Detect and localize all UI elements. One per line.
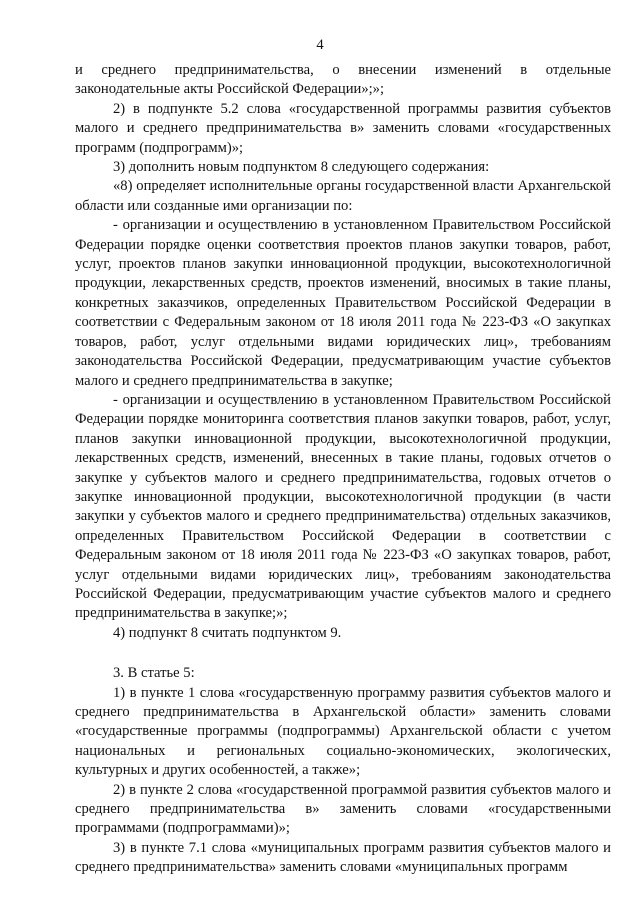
paragraph: 2) в пункте 2 слова «государственной программой развития субъектов малого и среднего предпринимательства в» заменить словами «государственными программами (подпрограммами)»;: [75, 781, 611, 837]
paragraph: и среднего предпринимательства, о внесении изменений в отдельные законодательные акты Российской Федерации»;»;: [75, 62, 611, 98]
paragraph: 3. В статье 5:: [113, 665, 195, 682]
document-body: [75, 61, 611, 878]
paragraph: 1) в пункте 1 слова «государственную программу развития субъектов малого и среднего предпринимательства в Архангельской области» заменить словами «государственные программы (подпрограммы) Архангельской области с учетом национальных и региональных социально-экономических, экологических, культурных и других особенностей, а также»;: [75, 684, 611, 779]
paragraph: - организации и осуществлению в установленном Правительством Российской Федерации порядке оценки соответствия проектов планов закупки товаров, работ, услуг, проектов планов закупки инновационной продукции, высокотехнологичной продукции, лекарственных средств, проектов изменений, вносимых в такие планы, конкретных заказчиков, определенных Правительством Российской Федерации в соответствии с Федеральным законом от 18 июля 2011 года № 223-ФЗ «О закупках товаров, работ, услуг отдельными видами юридических лиц», требованиям законодательства Российской Федерации, предусматривающим участие субъектов малого и среднего предпринимательства в закупке;: [75, 217, 611, 389]
paragraph: 2) в подпункте 5.2 слова «государственной программы развития субъектов малого и среднего предпринимательства в» заменить словами «государственных программ (подпрограмм)»;: [75, 100, 611, 156]
paragraph: 4) подпункт 8 считать подпунктом 9.: [113, 624, 342, 641]
paragraph: - организации и осуществлению в установленном Правительством Российской Федерации порядке мониторинга соответствия планов закупки товаров, работ, услуг, планов закупки инновационной продукции, высокотехнологичной продукции, лекарственных средств, изменений, внесенных в такие планы, годовых отчетов о закупке у субъектов малого и среднего предпринимательства, годовых отчетов о закупке инновационной продукции, высокотехнологичной продукции (в части закупки у субъектов малого и среднего предпринимательства) отдельных заказчиков, определенных Правительством Российской Федерации в соответствии с Федеральным законом от 18 июля 2011 года № 223-ФЗ «О закупках товаров, работ, услуг отдельными видами юридических лиц», требованиям законодательства Российской Федерации, предусматривающим участие субъектов малого и среднего предпринимательства в закупке;»;: [75, 391, 611, 622]
paragraph: «8) определяет исполнительные органы государственной власти Архангельской области или созданные ими организации по:: [75, 178, 611, 214]
page-number: 4: [316, 37, 324, 53]
paragraph: 3) дополнить новым подпунктом 8 следующего содержания:: [113, 159, 490, 176]
paragraph: 3) в пункте 7.1 слова «муниципальных программ развития субъектов малого и среднего предпринимательства» заменить словами «муниципальных программ: [75, 839, 611, 876]
paragraph-spacer: [75, 643, 611, 664]
